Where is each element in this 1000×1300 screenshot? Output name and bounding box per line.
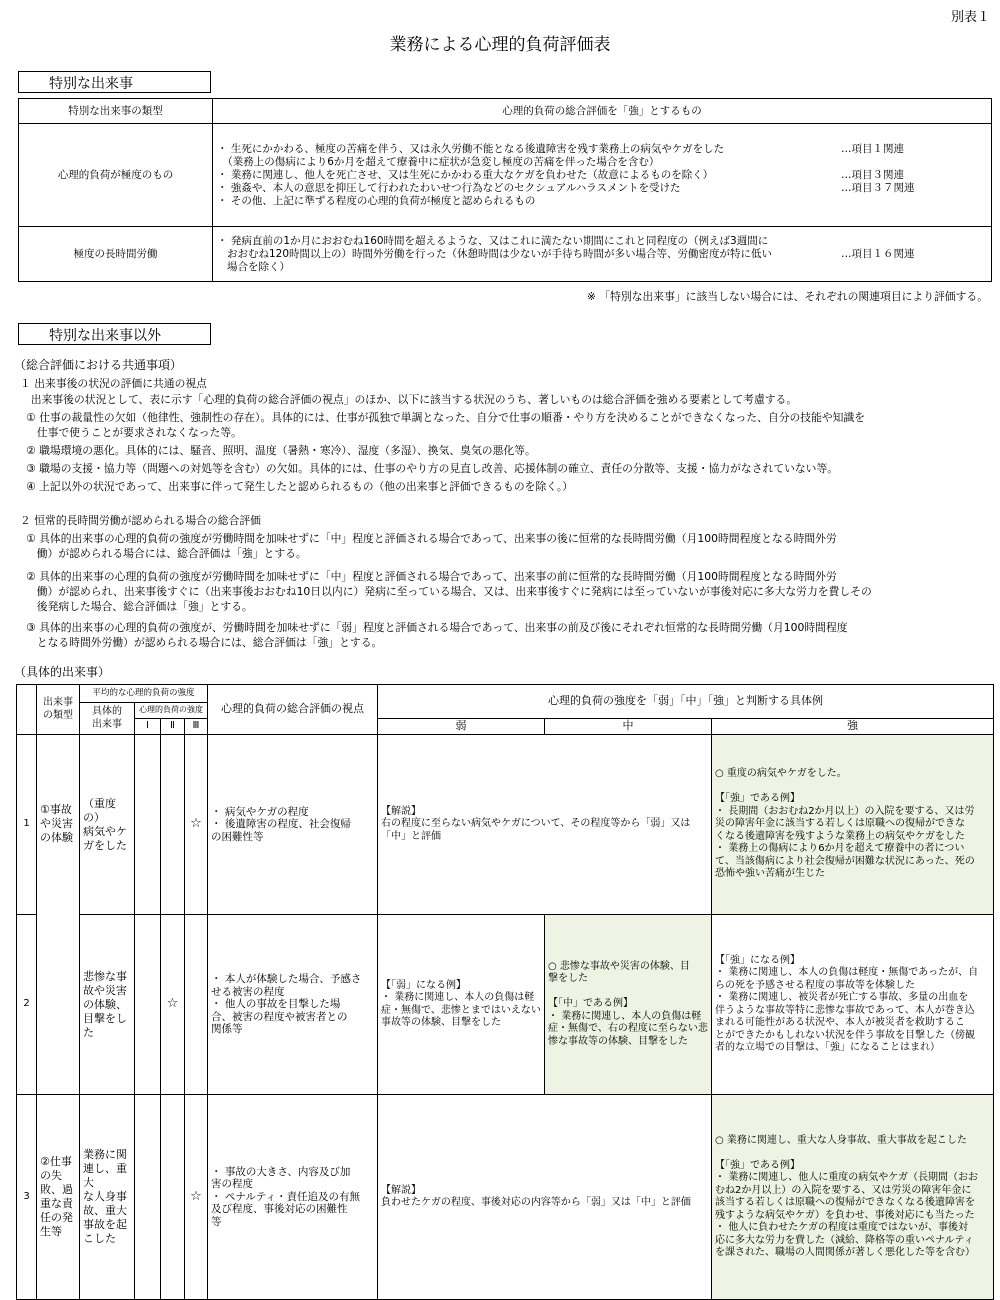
header-evaluation-view: 心理的負荷の総合評価の視点: [208, 685, 378, 735]
common-line: ③ 具体的出来事の心理的負荷の強度が、労働時間を加味せずに「弱」程度と評価される場合であって、出来事の前及び後にそれぞれ恒常的な長時間労働（月100時間程度: [26, 621, 848, 634]
row-type-extreme: 心理的負荷が極度のもの: [19, 124, 213, 227]
table-row: [17, 1095, 994, 1300]
specific-events-title: （具体的出来事）: [14, 665, 111, 679]
evaluation-view: ・ 本人が体験した場合、予感さ せる被害の程度 ・ 他人の事故を目撃した場 合、被害の程度や被害者との 関係等: [208, 915, 378, 1095]
common-line: ① 具体的出来事の心理的負荷の強度が労働時間を加味せずに「中」程度と評価される場合であって、出来事の後に恒常的な長時間労働（月100時間程度となる時間外労: [26, 532, 837, 545]
level-3: Ⅲ: [185, 719, 208, 735]
level-1: Ⅰ: [135, 719, 161, 735]
strength-star: ☆: [185, 735, 208, 915]
special-events-table: [18, 98, 992, 282]
header-strong: 強: [712, 719, 994, 735]
list-item: ・ 業務に関連し、他人を死亡させ、又は生死にかかわる重大なケガを負わせた（故意によるものを除く） …項目３関連: [217, 168, 904, 181]
specific-event: （重度の） 病気やケ ガをした: [80, 735, 135, 915]
row-number: 3: [17, 1095, 37, 1300]
strong-example: ○ 業務に関連し、重大な人身事故、重大事故を起こした 【「強」である例】 ・ 業務に関連し、他人に重度の病気やケガ（長期間（おお むね2か月以上）の入院を要する、又は労災の障害年金に 該当する若しくは原職への復帰ができなくなる後遺障害を 残すような病気やケガ）を負わせ、事後対応にも当たった ・ 他人に負わせたケガの程度は重度ではないが、事後対 応に多大な労力を費した（減給、降格等の重いペナルティ を課された、職場の人間関係が著しく悪化した等を含む）: [712, 1095, 994, 1300]
common-line: 働）が認められる場合には、総合評価は「強」とする。: [26, 547, 307, 560]
common-line: ２ 恒常的長時間労働が認められる場合の総合評価: [20, 514, 261, 527]
weak-mid-explanation: 【解説】 右の程度に至らない病気やケガについて、その程度等から「弱」又は 「中」と評価: [378, 735, 712, 915]
common-line: ① 仕事の裁量性の欠如（他律性、強制性の存在）。具体的には、仕事が孤独で単調となった、自分で仕事の順番・やり方を決めることができなくなった、自分の技能や知識を: [26, 411, 866, 424]
weak-mid-explanation: 【解説】 負わせたケガの程度、事後対応の内容等から「弱」又は「中」と評価: [378, 1095, 712, 1300]
specific-event: 悲惨な事 故や災害 の体験、 目撃をし た: [80, 915, 135, 1095]
header-strength-levels: 心理的負荷の強度: [135, 703, 208, 719]
row-content-long-hours: [213, 227, 992, 282]
common-line: 後発病した場合、総合評価は「強」とする。: [26, 600, 253, 613]
specific-events-table: [16, 684, 994, 1300]
common-line: となる時間外労働）が認められる場合には、総合評価は「強」とする。: [26, 636, 383, 649]
col-header-type: 特別な出来事の類型: [19, 99, 213, 124]
list-item: （業務上の傷病により6か月を超えて療養中に症状が急変し極度の苦痛を伴った場合を含む）: [217, 155, 660, 168]
special-events-note: ※ 「特別な出来事」に該当しない場合には、それぞれの関連項目により評価する。: [586, 290, 988, 303]
strength-star: ☆: [185, 1095, 208, 1300]
list-item: ・ その他、上記に準ずる程度の心理的負荷が極度と認められるもの: [217, 194, 536, 207]
common-line: ③ 職場の支援・協力等（問題への対処等を含む）の欠如。具体的には、仕事のやり方の見直し改善、応援体制の確立、責任の分散等、支援・協力がなされていない等。: [26, 462, 839, 475]
strength-star: ☆: [161, 915, 185, 1095]
header-event-type: 出来事 の類型: [37, 685, 80, 735]
list-item: ・ 生死にかかわる、極度の苦痛を伴う、又は永久労働不能となる後遺障害を残す業務上の病気やケガをした …項目１関連: [217, 142, 904, 155]
section-heading-other: 特別な出来事以外: [18, 323, 211, 345]
table-row: [17, 915, 994, 1095]
common-line: １ 出来事後の状況の評価に共通の視点: [20, 377, 207, 390]
annex-label: 別表１: [950, 10, 990, 25]
common-line: ② 職場環境の悪化。具体的には、騒音、照明、温度（暑熱・寒冷）、湿度（多湿）、換気、臭気の悪化等。: [26, 444, 536, 457]
col-header-strong: 心理的負荷の総合評価を「強」とするもの: [213, 99, 992, 124]
row-number: 2: [17, 915, 37, 1095]
strong-example: ○ 重度の病気やケガをした。 【「強」である例】 ・ 長期間（おおむね2か月以上）の入院を要する、又は労 災の障害年金に該当する若しくは原職への復帰ができな くなる後遺障害を残すような業務上の病気やケガをした ・ 業務上の傷病により6か月を超えて療養中の者につい て、当該傷病により社会復帰が困難な状況にあった、死の 恐怖や強い苦痛が生じた: [712, 735, 994, 915]
table-row: [17, 735, 994, 915]
list-item: 場合を除く）: [227, 260, 290, 273]
common-line: 出来事後の状況として、表に示す「心理的負荷の総合評価の視点」のほか、以下に該当する状況のうち、著しいものは総合評価を強める要素として考慮する。: [20, 393, 798, 406]
event-type: ②仕事 の失 敗、過 重な責 任の発 生等: [37, 1095, 80, 1300]
row-type-long-hours: 極度の長時間労働: [19, 227, 213, 282]
section-heading-special: 特別な出来事: [18, 71, 211, 93]
common-line: ④ 上記以外の状況であって、出来事に伴って発生したと認められるもの（他の出来事と評価できるものを除く。）: [26, 480, 574, 493]
evaluation-view: ・ 病気やケガの程度 ・ 後遺障害の程度、社会復帰 の困難性等: [208, 735, 378, 915]
header-mid: 中: [545, 719, 712, 735]
weak-example: 【「弱」になる例】 ・ 業務に関連し、本人の負傷は軽 症・無傷で、悲惨とまではいえない 事故等の体験、目撃をした: [378, 915, 545, 1095]
header-average-strength: 平均的な心理的負荷の強度: [80, 685, 208, 703]
evaluation-view: ・ 事故の大きさ、内容及び加 害の程度 ・ ペナルティ・責任追及の有無 及び程度、事後対応の困難性 等: [208, 1095, 378, 1300]
row-content-extreme: [213, 124, 992, 227]
event-type: ①事故 や災害 の体験: [37, 735, 80, 1095]
common-line: ② 具体的出来事の心理的負荷の強度が労働時間を加味せずに「中」程度と評価される場合であって、出来事の前に恒常的な長時間労働（月100時間程度となる時間外労: [26, 570, 837, 583]
level-2: Ⅱ: [161, 719, 185, 735]
specific-event: 業務に関 連し、重大 な人身事 故、重大 事故を起 こした: [80, 1095, 135, 1300]
list-item: ・ 強姦や、本人の意思を抑圧して行われたわいせつ行為などのセクシュアルハラスメントを受けた …項目３７関連: [217, 181, 915, 194]
list-item: ・ 発病直前の1か月におおむね160時間を超えるような、又はこれに満たない期間にこれと同程度の（例えば3週間に: [217, 234, 769, 247]
common-items-title: （総合評価における共通事項）: [14, 358, 183, 372]
list-item: おおむね120時間以上の）時間外労働を行った（休憩時間は少ないが手待ち時間が多い場合等、労働密度が特に低い …項目１６関連: [227, 247, 915, 260]
strong-example: 【「強」になる例】 ・ 業務に関連し、本人の負傷は軽度・無傷であったが、自 らの死を予感させる程度の事故等を体験した ・ 業務に関連し、被災者が死亡する事故、多量の出血を 伴うような事故等特に悲惨な事故であって、本人が巻き込 まれる可能性がある状況や、本人が被災者を救助するこ とができたかもしれない状況を伴う事故を目撃した（傍観 者的な立場での目撃は、「強」になることはまれ）: [712, 915, 994, 1095]
common-line: 働）が認められ、出来事後すぐに（出来事後おおむね10日以内に）発病に至っている場合、又は、出来事後すぐに発病には至っていないが事後対応に多大な労力を費しその: [26, 585, 872, 598]
mid-example: ○ 悲惨な事故や災害の体験、目 撃をした 【「中」である例】 ・ 業務に関連し、本人の負傷は軽 症・無傷で、右の程度に至らない悲 惨な事故等の体験、目撃をした: [545, 915, 712, 1095]
row-number: 1: [17, 735, 37, 915]
page-title: 業務による心理的負荷評価表: [389, 35, 611, 55]
header-examples: 心理的負荷の強度を「弱」「中」「強」と判断する具体例: [378, 685, 994, 719]
header-weak: 弱: [378, 719, 545, 735]
header-specific-event: 具体的 出来事: [80, 703, 135, 735]
common-line: 仕事で使うことが要求されなくなった等。: [26, 426, 242, 439]
